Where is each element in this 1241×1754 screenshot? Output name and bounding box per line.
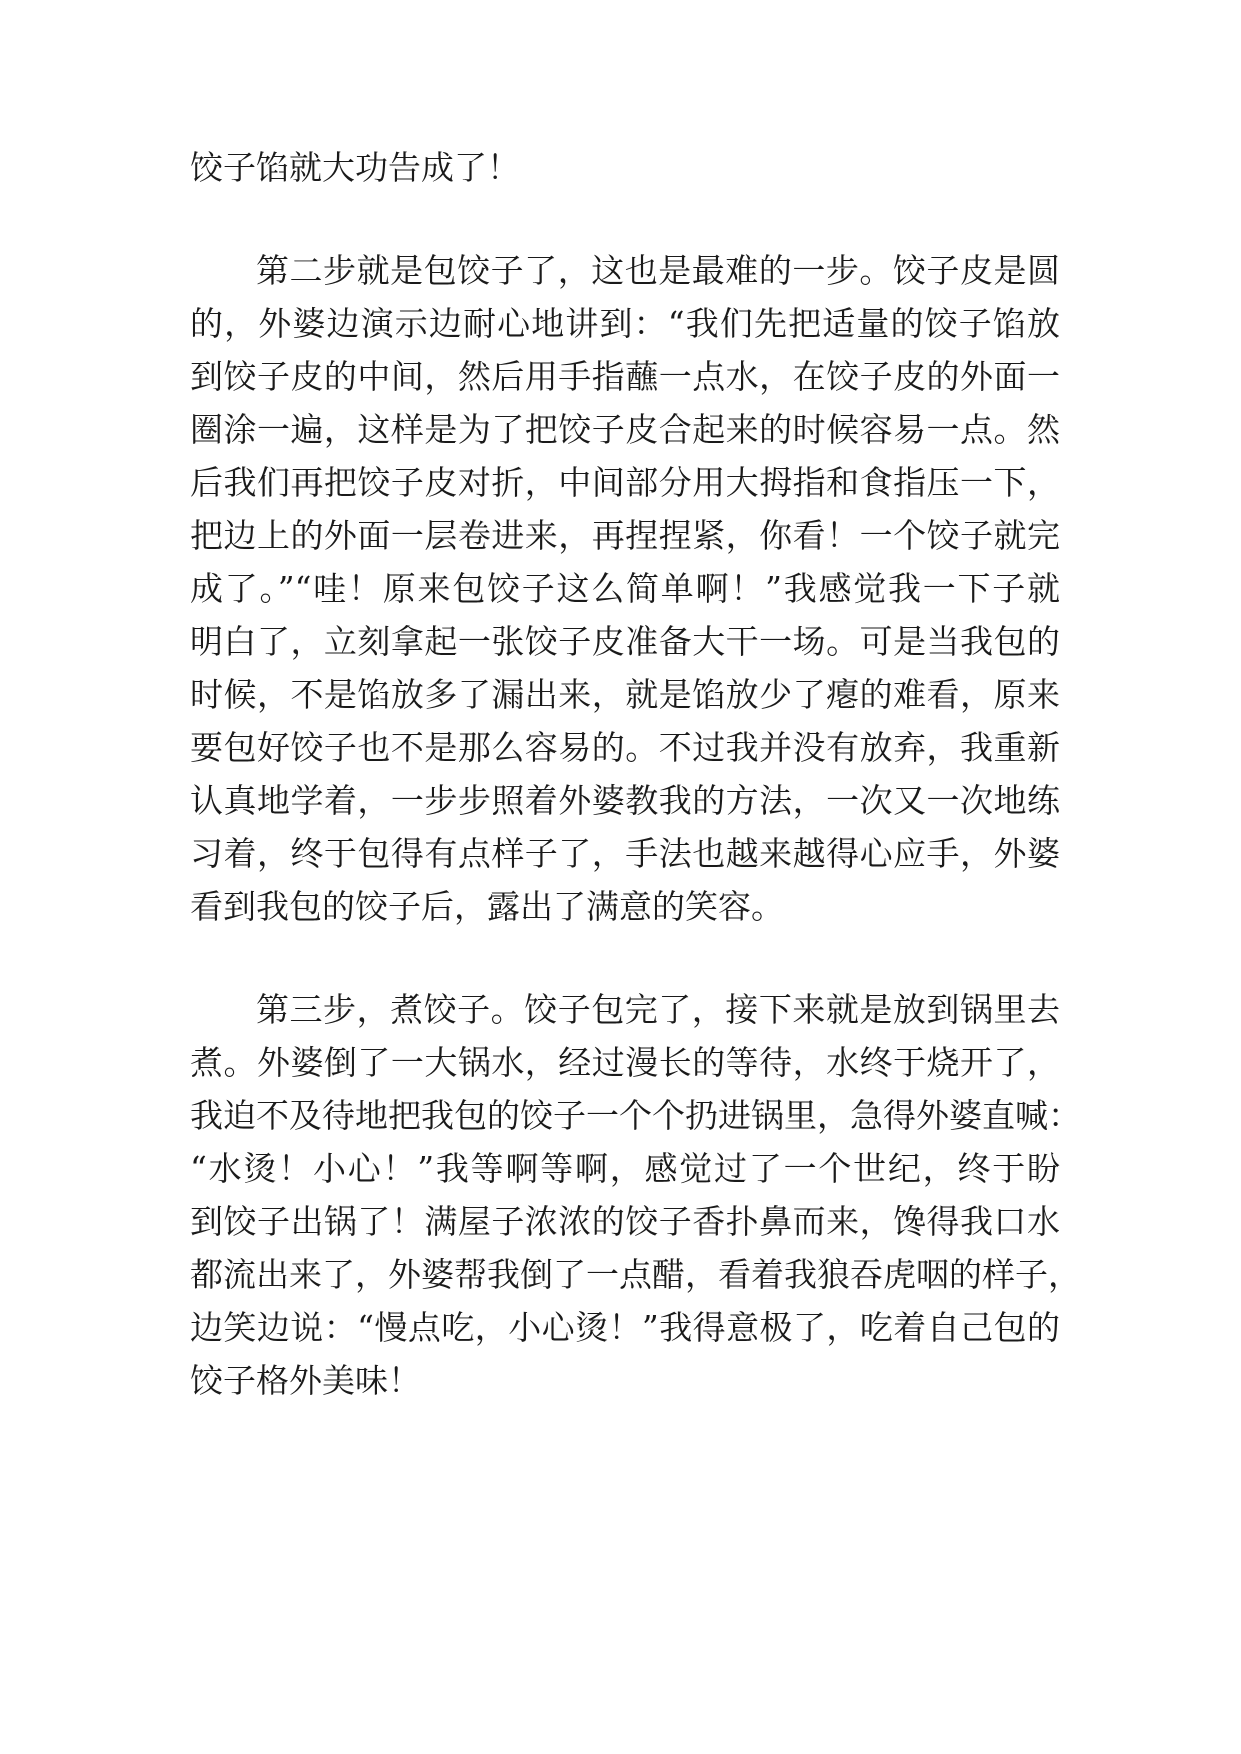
paragraph-1-line-1: 饺子馅就大功告成了！ [190,148,520,187]
paragraph-2-line-2: 的，外婆边演示边耐心地讲到：“我们先把适量的饺子馅放 [190,304,1060,343]
paragraph-2-line-10: 要包好饺子也不是那么容易的。不过我并没有放弃，我重新 [190,728,1060,767]
paragraph-2-line-3: 到饺子皮的中间，然后用手指蘸一点水，在饺子皮的外面一 [190,357,1060,396]
paragraph-2-line-11: 认真地学着，一步步照着外婆教我的方法，一次又一次地练 [190,781,1060,820]
paragraph-2-line-13: 看到我包的饺子后，露出了满意的笑容。 [190,887,784,926]
paragraph-3-line-3: 我迫不及待地把我包的饺子一个个扔进锅里，急得外婆直喊： [190,1096,1081,1135]
paragraph-2-line-8: 明白了，立刻拿起一张饺子皮准备大干一场。可是当我包的 [190,622,1060,661]
paragraph-3-line-6: 都流出来了，外婆帮我倒了一点醋，看着我狼吞虎咽的样子， [190,1255,1081,1294]
paragraph-3-line-8: 饺子格外美味！ [190,1361,421,1400]
paragraph-3-line-4: “水烫！小心！”我等啊等啊，感觉过了一个世纪，终于盼 [190,1149,1060,1188]
paragraph-3-line-7: 边笑边说：“慢点吃，小心烫！”我得意极了，吃着自己包的 [190,1308,1060,1347]
paragraph-2-line-4: 圈涂一遍，这样是为了把饺子皮合起来的时候容易一点。然 [190,410,1060,449]
paragraph-2-line-9: 时候，不是馅放多了漏出来，就是馅放少了瘪的难看，原来 [190,675,1060,714]
paragraph-2-line-1: 第二步就是包饺子了，这也是最难的一步。饺子皮是圆 [256,251,1060,290]
paragraph-2-line-6: 把边上的外面一层卷进来，再捏捏紧，你看！一个饺子就完 [190,516,1060,555]
paragraph-3-line-1: 第三步，煮饺子。饺子包完了，接下来就是放到锅里去 [256,990,1060,1029]
paragraph-2-line-5: 后我们再把饺子皮对折，中间部分用大拇指和食指压一下， [190,463,1060,502]
paragraph-3-line-5: 到饺子出锅了！满屋子浓浓的饺子香扑鼻而来，馋得我口水 [190,1202,1060,1241]
paragraph-3-line-2: 煮。外婆倒了一大锅水，经过漫长的等待，水终于烧开了， [190,1043,1060,1082]
paragraph-2-line-7: 成了。”“哇！原来包饺子这么简单啊！”我感觉我一下子就 [190,569,1060,608]
paragraph-2-line-12: 习着，终于包得有点样子了，手法也越来越得心应手，外婆 [190,834,1060,873]
